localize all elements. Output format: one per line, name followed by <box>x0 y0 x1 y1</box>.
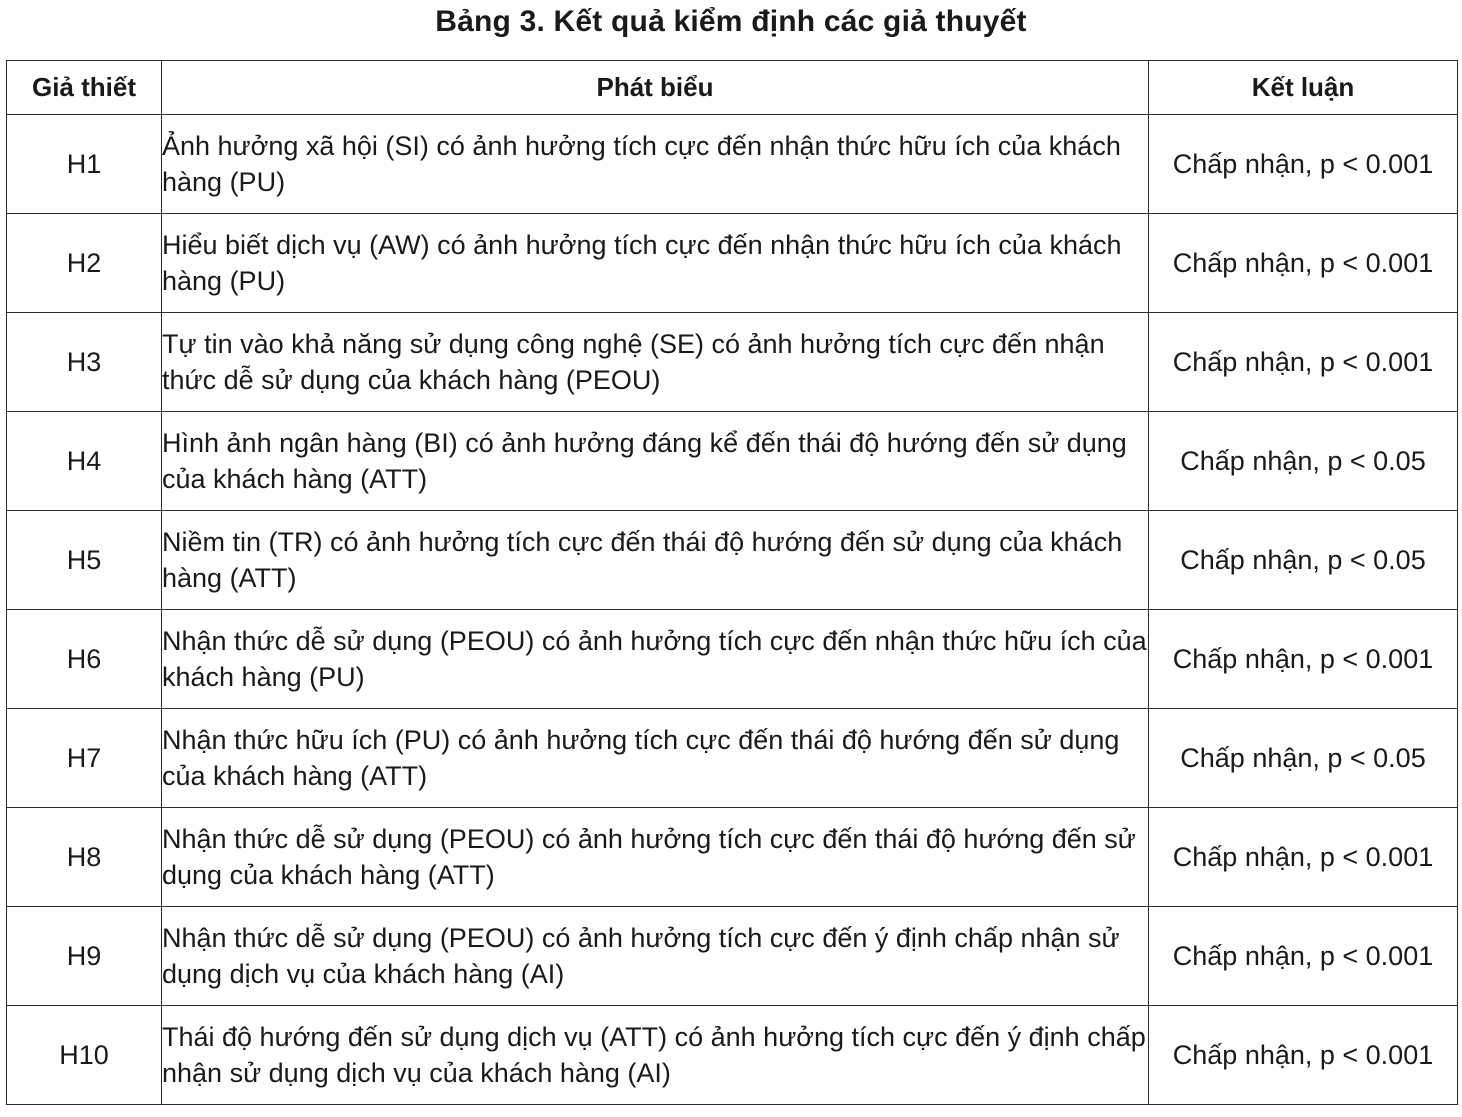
hypothesis-id: H5 <box>7 511 162 610</box>
table-row <box>7 709 1458 808</box>
hypothesis-conclusion: Chấp nhận, p < 0.05 <box>1149 709 1458 808</box>
hypothesis-conclusion: Chấp nhận, p < 0.001 <box>1149 907 1458 1006</box>
hypothesis-id: H2 <box>7 214 162 313</box>
hypothesis-statement: Ảnh hưởng xã hội (SI) có ảnh hưởng tích cực đến nhận thức hữu ích của khách hàng (PU) <box>162 115 1149 214</box>
hypothesis-conclusion: Chấp nhận, p < 0.05 <box>1149 412 1458 511</box>
hypothesis-conclusion: Chấp nhận, p < 0.001 <box>1149 610 1458 709</box>
hypothesis-conclusion: Chấp nhận, p < 0.001 <box>1149 808 1458 907</box>
table-row <box>7 313 1458 412</box>
hypothesis-conclusion: Chấp nhận, p < 0.001 <box>1149 1006 1458 1105</box>
hypothesis-statement: Tự tin vào khả năng sử dụng công nghệ (SE) có ảnh hưởng tích cực đến nhận thức dễ sử dụng của khách hàng (PEOU) <box>162 313 1149 412</box>
table-row <box>7 907 1458 1006</box>
hypothesis-conclusion: Chấp nhận, p < 0.05 <box>1149 511 1458 610</box>
table-row <box>7 214 1458 313</box>
hypothesis-id: H7 <box>7 709 162 808</box>
table-row <box>7 808 1458 907</box>
header-statement: Phát biểu <box>162 61 1149 115</box>
table-title: Bảng 3. Kết quả kiểm định các giả thuyết <box>435 5 1027 38</box>
hypothesis-id: H6 <box>7 610 162 709</box>
hypothesis-statement: Nhận thức dễ sử dụng (PEOU) có ảnh hưởng tích cực đến thái độ hướng đến sử dụng của khách hàng (ATT) <box>162 808 1149 907</box>
hypothesis-statement: Thái độ hướng đến sử dụng dịch vụ (ATT) có ảnh hưởng tích cực đến ý định chấp nhận sử dụng dịch vụ của khách hàng (AI) <box>162 1006 1149 1105</box>
table-row <box>7 1006 1458 1105</box>
hypothesis-statement: Nhận thức hữu ích (PU) có ảnh hưởng tích cực đến thái độ hướng đến sử dụng của khách hàng (ATT) <box>162 709 1149 808</box>
hypothesis-id: H9 <box>7 907 162 1006</box>
table-row <box>7 412 1458 511</box>
hypothesis-results-table <box>6 60 1458 1105</box>
table-row <box>7 610 1458 709</box>
hypothesis-id: H4 <box>7 412 162 511</box>
hypothesis-statement: Niềm tin (TR) có ảnh hưởng tích cực đến thái độ hướng đến sử dụng của khách hàng (ATT) <box>162 511 1149 610</box>
hypothesis-id: H8 <box>7 808 162 907</box>
hypothesis-statement: Hình ảnh ngân hàng (BI) có ảnh hưởng đáng kể đến thái độ hướng đến sử dụng của khách hàng (ATT) <box>162 412 1149 511</box>
hypothesis-statement: Hiểu biết dịch vụ (AW) có ảnh hưởng tích cực đến nhận thức hữu ích của khách hàng (PU) <box>162 214 1149 313</box>
table-header-row <box>7 61 1458 115</box>
hypothesis-statement: Nhận thức dễ sử dụng (PEOU) có ảnh hưởng tích cực đến ý định chấp nhận sử dụng dịch vụ của khách hàng (AI) <box>162 907 1149 1006</box>
header-conclusion: Kết luận <box>1149 61 1458 115</box>
hypothesis-conclusion: Chấp nhận, p < 0.001 <box>1149 214 1458 313</box>
hypothesis-conclusion: Chấp nhận, p < 0.001 <box>1149 313 1458 412</box>
hypothesis-conclusion: Chấp nhận, p < 0.001 <box>1149 115 1458 214</box>
hypothesis-statement: Nhận thức dễ sử dụng (PEOU) có ảnh hưởng tích cực đến nhận thức hữu ích của khách hàng (PU) <box>162 610 1149 709</box>
hypothesis-id: H10 <box>7 1006 162 1105</box>
hypothesis-id: H1 <box>7 115 162 214</box>
table-row <box>7 511 1458 610</box>
table-row <box>7 115 1458 214</box>
hypothesis-id: H3 <box>7 313 162 412</box>
header-hypothesis: Giả thiết <box>7 61 162 115</box>
